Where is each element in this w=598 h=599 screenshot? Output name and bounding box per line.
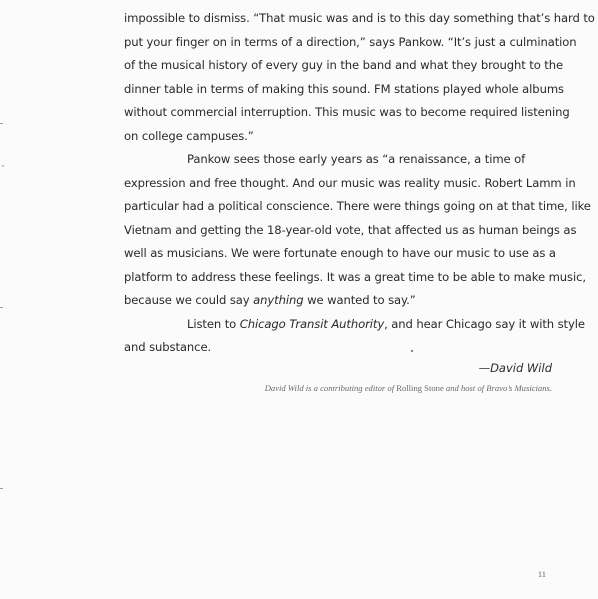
text-run: Listen to — [187, 316, 240, 331]
author-byline: —David Wild — [478, 361, 552, 375]
text-run: , and hear Chicago say it with style — [384, 316, 585, 331]
text-line: without commercial interruption. This music was to become required listening — [124, 105, 570, 119]
text-line: and substance. — [124, 340, 212, 354]
paragraph-2 — [124, 148, 591, 313]
text-line — [124, 313, 585, 337]
page-number: 11 — [537, 569, 546, 579]
emphasis-text: anything — [253, 293, 304, 307]
text-line: particular had a political conscience. There were things going on at that time, like — [124, 199, 591, 213]
album-title: Chicago Transit Authority — [239, 316, 385, 331]
margin-tick — [0, 307, 3, 308]
author-credit — [265, 383, 552, 393]
text-line: of the musical history of every guy in the band and what they brought to the — [124, 58, 564, 72]
text-line — [124, 289, 564, 313]
margin-tick — [0, 123, 3, 124]
margin-quote-mark: ” — [1, 164, 5, 172]
text-line: Pankow sees those early years as “a renaissance, a time of — [187, 152, 526, 166]
text-line: well as musicians. We were fortunate enough to have our music to use as a — [124, 246, 556, 260]
text-line: platform to address these feelings. It was a great time to be able to make music, — [124, 269, 586, 284]
text-line: impossible to dismiss. “That music was and is to this day something that’s hard to — [124, 11, 595, 25]
show-name: Musicians. — [514, 383, 552, 393]
article-body — [124, 7, 595, 360]
text-line: Vietnam and getting the 18-year-old vote, that affected us as human beings as — [124, 222, 577, 237]
text-line: put your finger on in terms of a direction,” says Pankow. “It’s just a culmination — [124, 34, 577, 49]
margin-tick — [0, 488, 3, 489]
text-run: we wanted to say.” — [303, 293, 416, 307]
credit-text: and host of Bravo’s — [443, 383, 515, 393]
text-line: expression and free thought. And our music was reality music. Robert Lamm in — [124, 175, 576, 190]
paragraph-1 — [124, 7, 595, 148]
text-run: because we could say — [124, 293, 254, 307]
credit-text: David Wild is a contributing editor of — [264, 383, 397, 393]
paragraph-3 — [124, 313, 585, 360]
publication-name: Rolling Stone — [396, 383, 444, 393]
text-line: on college campuses.” — [124, 128, 254, 143]
text-line: dinner table in terms of making this sound. FM stations played whole albums — [124, 81, 564, 96]
